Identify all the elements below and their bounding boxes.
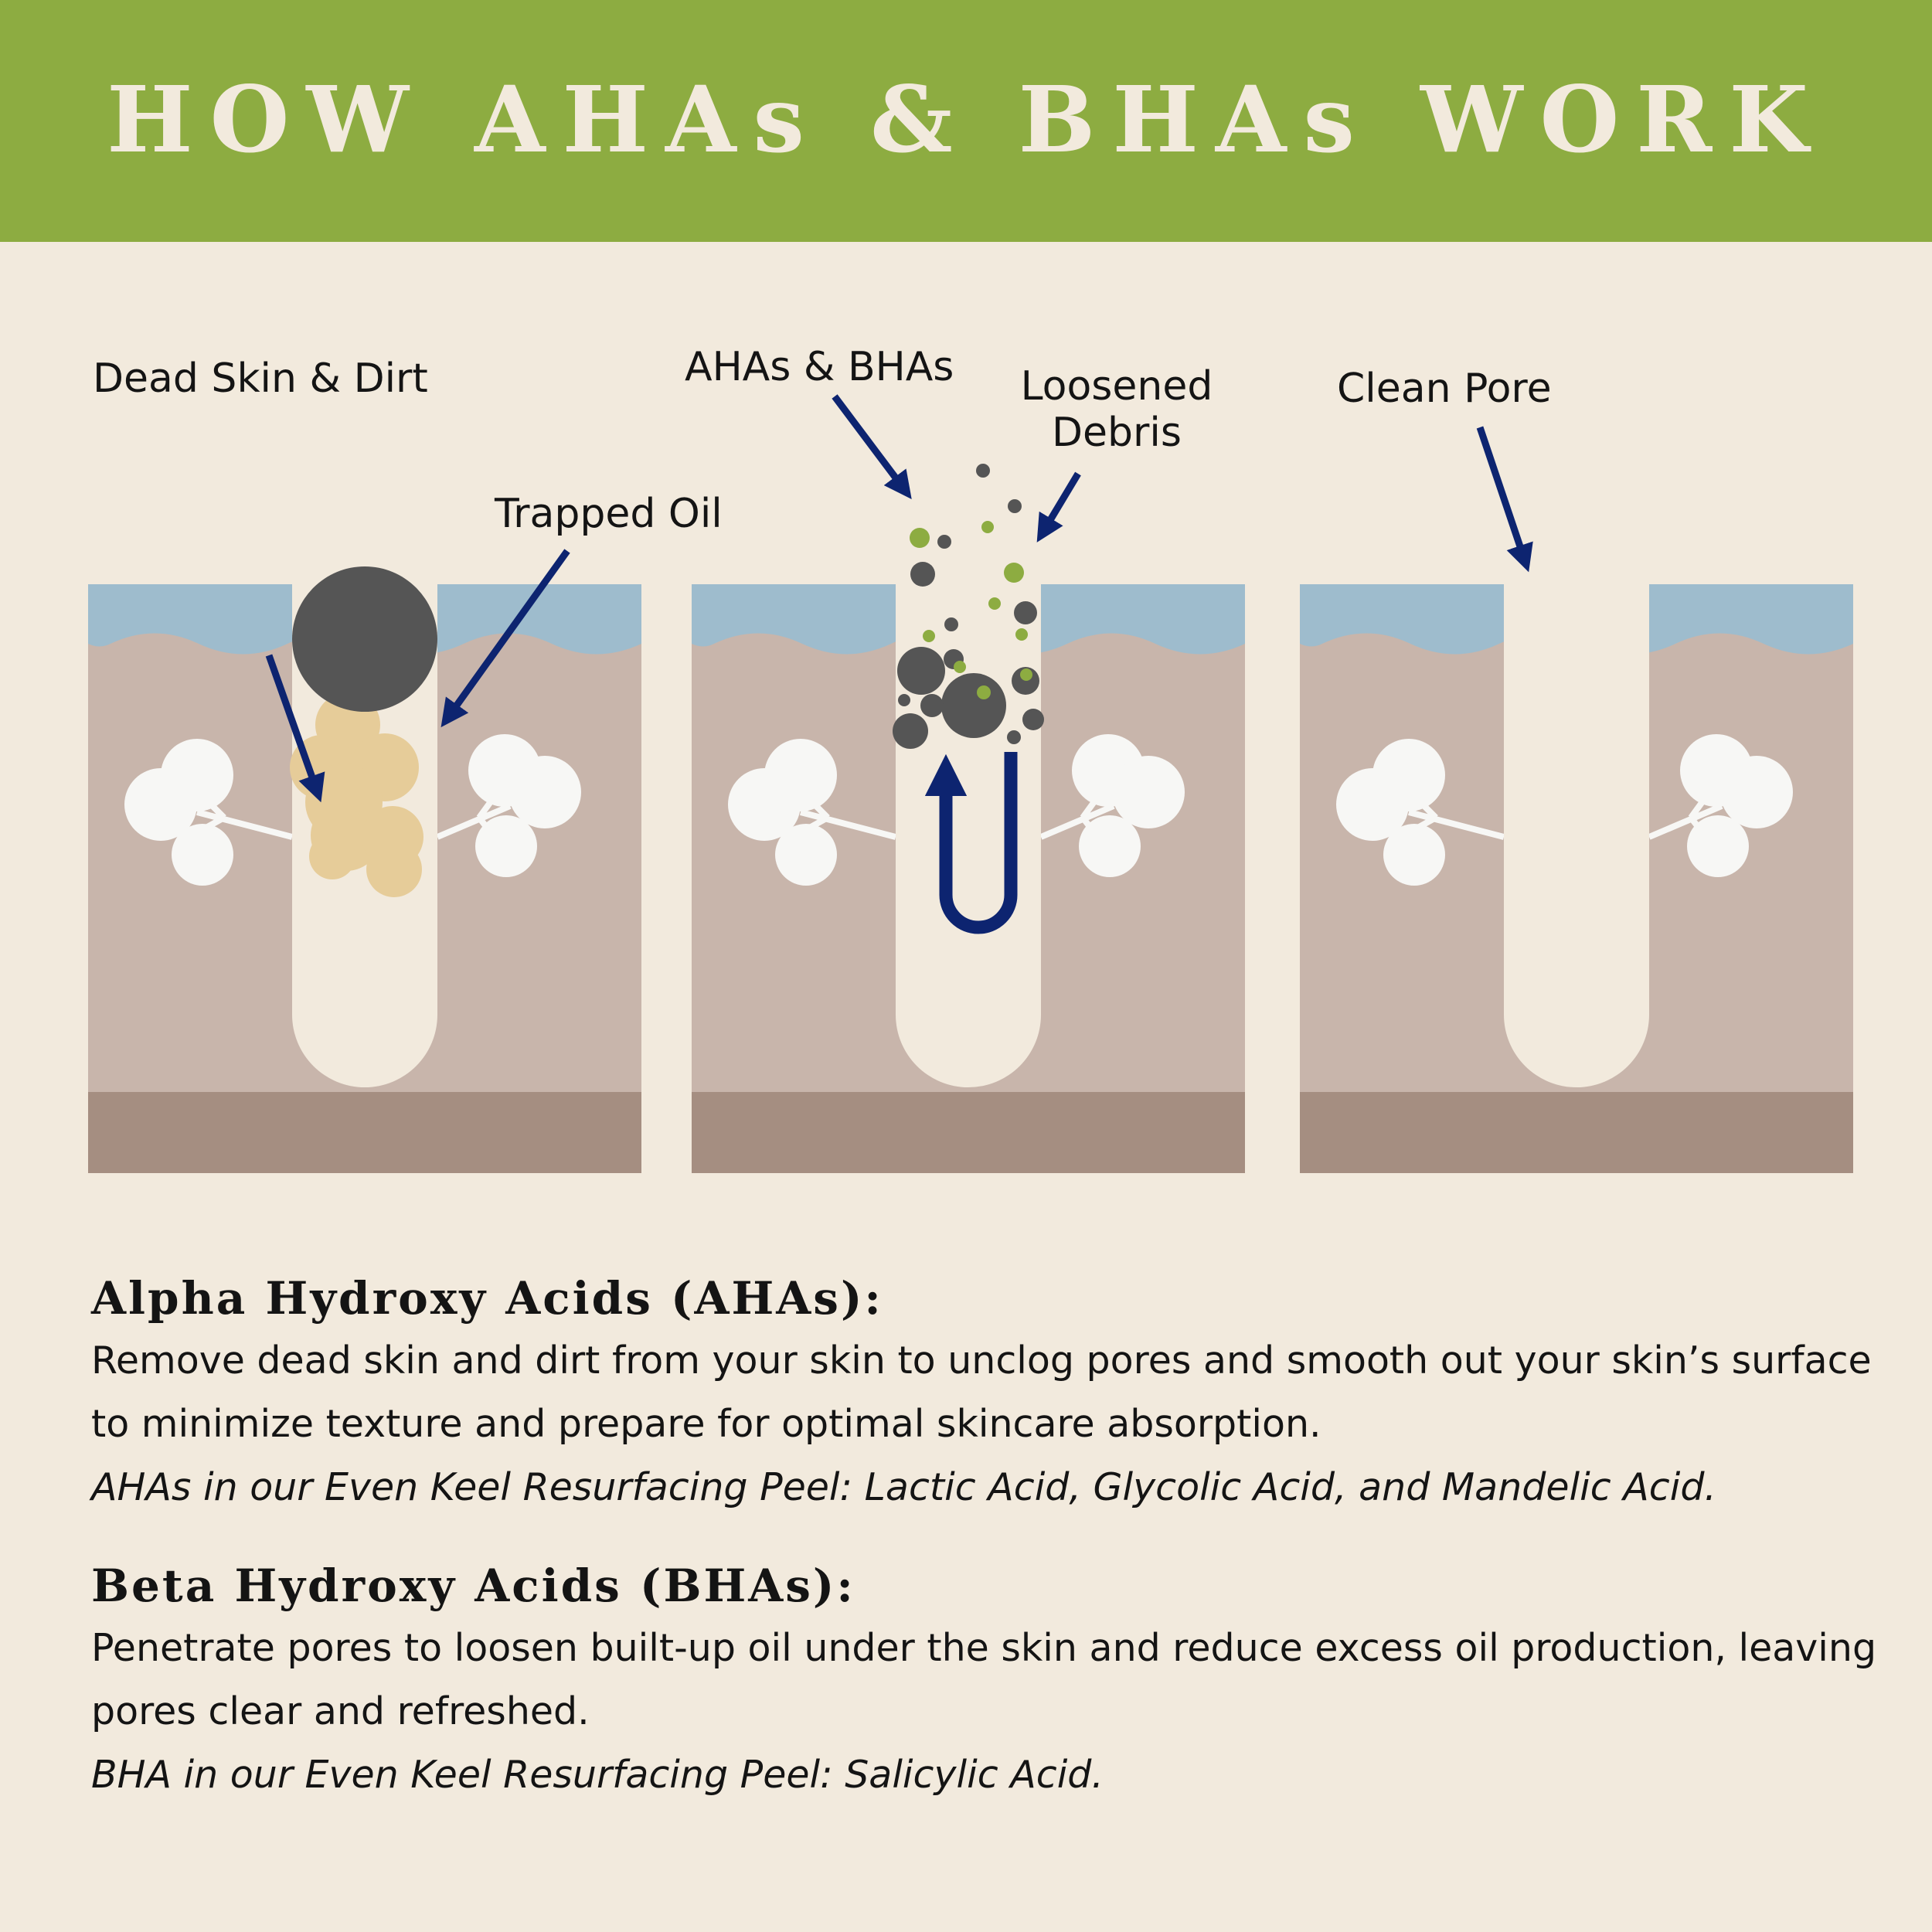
aha-description-line2: to minimize texture and prepare for optimal skincare absorption.	[91, 1402, 1321, 1446]
label-dead-skin-dirt: Dead Skin & Dirt	[93, 355, 428, 402]
label-clean-pore: Clean Pore	[1337, 366, 1552, 412]
bha-description-line1: Penetrate pores to loosen built-up oil under the skin and reduce excess oil production, leaving	[91, 1626, 1877, 1670]
base-layer	[692, 1092, 1245, 1173]
title-banner	[0, 0, 1932, 242]
panel-clogged-pore	[88, 551, 641, 1173]
base-layer	[1300, 1092, 1853, 1173]
aha-description-line1: Remove dead skin and dirt from your skin to unclog pores and smooth out your skin’s surface	[91, 1338, 1872, 1383]
aha-ingredients-note: AHAs in our Even Keel Resurfacing Peel: Lactic Acid, Glycolic Acid, and Mandelic Acid.	[91, 1465, 1717, 1509]
arrow-loosened-debris	[1043, 474, 1078, 532]
arrow-clean-pore	[1480, 427, 1525, 560]
aha-title: Alpha Hydroxy Acids (AHAs):	[91, 1272, 883, 1325]
pore-diagram	[0, 242, 1932, 1231]
bha-ingredients-note: BHA in our Even Keel Resurfacing Peel: Salicylic Acid.	[91, 1753, 1104, 1797]
label-ahas-bhas: AHAs & BHAs	[685, 344, 954, 390]
bha-title: Beta Hydroxy Acids (BHAs):	[91, 1560, 855, 1612]
panel-clean-pore	[1300, 427, 1853, 1173]
pore	[1504, 584, 1649, 1087]
page-title: HOW AHAs & BHAs WORK	[107, 65, 1825, 173]
bha-section	[91, 1555, 1877, 1807]
base-layer	[88, 1092, 641, 1173]
arrow-ahas-bhas	[835, 396, 904, 489]
dead-skin-dirt	[292, 566, 437, 712]
label-loosened-line2: Debris	[1052, 410, 1182, 456]
label-loosened-line1: Loosened	[1020, 363, 1213, 410]
aha-section	[91, 1267, 1872, 1519]
panel-acids-working	[692, 396, 1245, 1173]
label-trapped-oil: Trapped Oil	[495, 491, 723, 537]
label-loosened-debris	[1020, 363, 1213, 456]
bha-description-line2: pores clear and refreshed.	[91, 1689, 590, 1733]
